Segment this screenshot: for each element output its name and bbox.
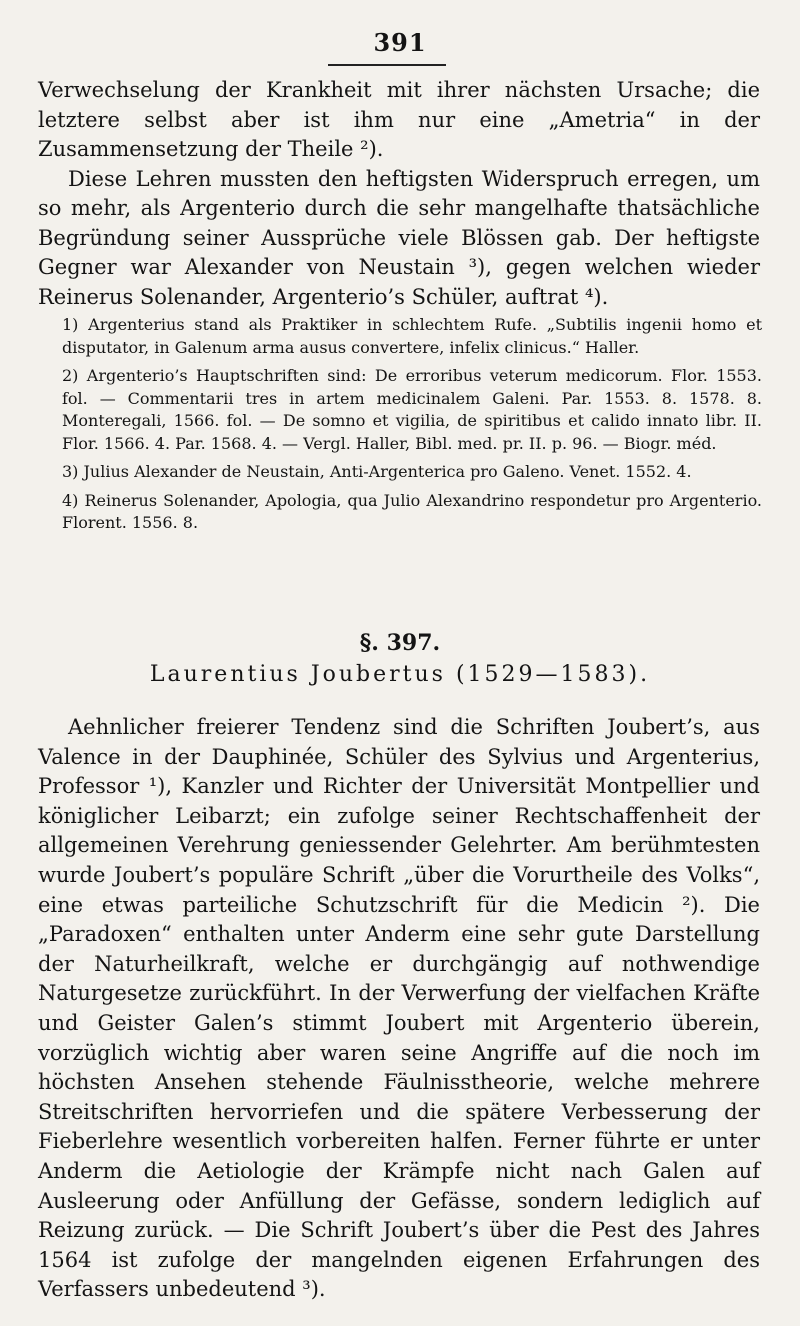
footnote-1: 1) Argenterius stand als Praktiker in schlechtem Rufe. „Subtilis ingenii homo et disputator, in Galenum arma ausus convertere, infelix clinicus.“ Haller. [62,315,762,357]
footnote-2: 2) Argenterio’s Hauptschriften sind: De erroribus veterum medicorum. Flor. 1553. fol. — Commentarii tres in artem medicinalem Galeni. Par. 1553. 8. 1578. 8. Monteregali, 1566. fol. — De somno et vigilia, de spiritibus et calido innato libr. II. Flor. 1566. 4. Par. 1568. 4. — Vergl. Haller, Bibl. med. pr. II. p. 96. — Biogr. méd. [62,366,762,453]
section-number: §. 397. [359,630,441,656]
header-rule [328,64,446,66]
footnote-3: 3) Julius Alexander de Neustain, Anti-Argenterica pro Galeno. Venet. 1552. 4. [62,462,692,481]
section-paragraph: Aehnlicher freierer Tendenz sind die Schriften Joubert’s, aus Valence in der Dauphinée, Schüler des Sylvius und Argenterius, Professor ¹), Kanzler und Richter der Universität Montpellier und königlicher Leibarzt; ein zufolge seiner Rechtschaffenheit der allgemeinen Verehrung geniessender Gelehrter. Am berühmtesten wurde Joubert’s populäre Schrift „über die Vorurtheile des Volks“, eine etwas parteiliche Schutzschrift für die Medicin ²). Die „Paradoxen“ enthalten unter Anderm eine sehr gute Darstellung der Naturheilkraft, welche er durchgängig auf nothwendige Naturgesetze zurückführt. In der Verwerfung der vielfachen Kräfte und Geister Galen’s stimmt Joubert mit Argenterio überein, vorzüglich wichtig aber waren seine Angriffe auf die noch im höchsten Ansehen stehende Fäulnisstheorie, welche mehrere Streitschriften hervorriefen und die spätere Verbesserung der Fieberlehre wesentlich vorbereiten halfen. Ferner führte er unter Anderm die Aetiologie der Krämpfe nicht nach Galen auf Ausleerung oder Anfüllung der Gefässe, sondern lediglich auf Reizung zurück. — Die Schrift Joubert’s über die Pest des Jahres 1564 ist zufolge der mangelnden eigenen Erfahrungen des Verfassers unbedeutend ³). [38,715,760,1302]
intro-text [38,76,760,312]
footnote-4: 4) Reinerus Solenander, Apologia, qua Julio Alexandrino respondetur pro Argenterio. Florent. 1556. 8. [62,490,762,532]
section-body [38,692,760,1326]
section-title: Laurentius Joubertus (1529—1583). [149,662,651,687]
page-number: 391 [373,28,427,57]
intro-paragraph-2: Diese Lehren mussten den heftigsten Widerspruch erregen, um so mehr, als Argenterio durch die sehr mangelhafte thatsächliche Begründung seiner Aussprüche viele Blössen gab. Der heftigste Gegner war Alexander von Neustain ³), gegen welchen wieder Reinerus Solenander, Argenterio’s Schüler, auftrat ⁴). [38,166,760,309]
intro-paragraph-1: Verwechselung der Krankheit mit ihrer nächsten Ursache; die letztere selbst aber ist ihm nur eine „Ametria“ in der Zusammensetzung der Theile ²). [38,78,760,161]
footnotes [62,314,762,541]
